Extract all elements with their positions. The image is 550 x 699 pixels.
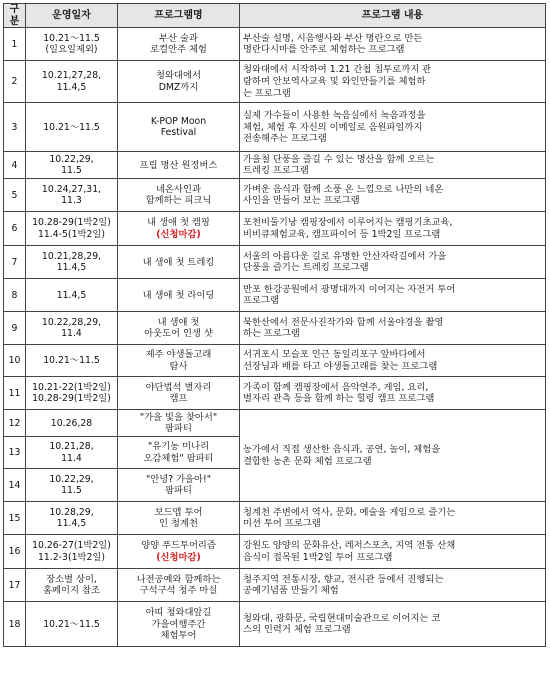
table-row	[4, 61, 546, 103]
description-line: 강원도 양양의 문화유산, 레저스포츠, 지역 전통 산채	[243, 540, 456, 552]
row-number: 9	[4, 312, 26, 345]
operating-dates	[26, 152, 118, 179]
program-name	[118, 469, 240, 502]
program-description	[240, 535, 546, 569]
operating-dates	[26, 469, 118, 502]
program-name-line: 아띠 청와대앞길	[145, 606, 212, 618]
date-line: 11.4,5	[56, 81, 87, 93]
row-number: 10	[4, 345, 26, 377]
row-number: 12	[4, 410, 26, 437]
date-line: 11.4	[61, 452, 82, 464]
program-name-line: 팜파티	[165, 423, 192, 435]
description-line: 선장님과 배를 타고 야생돌고래를 찾는 프로그램	[243, 360, 438, 372]
row-number: 18	[4, 602, 26, 647]
program-name-line: 체험투어	[160, 630, 197, 642]
table-row	[4, 312, 546, 345]
program-name	[118, 535, 240, 569]
date-line: 11.2-3(1박2일)	[37, 551, 105, 563]
program-name	[118, 246, 240, 279]
operating-dates	[26, 437, 118, 469]
date-line: 10.21～11.5	[43, 355, 100, 367]
row-number: 2	[4, 61, 26, 103]
description-line: 부산술 설명, 시음행사와 부산 명란으로 만든	[243, 32, 423, 44]
operating-dates	[26, 28, 118, 61]
description-line: 트레킹 프로그램	[243, 165, 309, 177]
program-description	[240, 179, 546, 212]
date-line: 11.3	[61, 195, 82, 207]
program-name-line: 부산 술과	[159, 32, 198, 44]
row-number: 14	[4, 469, 26, 502]
table-row	[4, 179, 546, 212]
operating-dates	[26, 212, 118, 246]
program-name-line: K-POP Moon	[150, 115, 207, 127]
description-line: 사인을 만들어 보는 프로그램	[243, 195, 360, 207]
operating-dates	[26, 61, 118, 103]
description-line: 포천비둘기낭 캠핑장에서 이루어지는 캠핑기초교육,	[243, 217, 453, 229]
date-line: 11.4,5	[56, 262, 87, 274]
registration-closed-badge: (신청마감)	[156, 228, 201, 240]
table-row	[4, 377, 546, 410]
row-number: 3	[4, 103, 26, 152]
date-line: 10.21～11.5	[43, 32, 100, 44]
date-line: 11.4	[61, 328, 82, 340]
description-line: 가벼운 음식과 함께 소풍 온 느낌으로 나만의 네온	[243, 183, 444, 195]
description-line: 공예기념품 만들기 체험	[243, 585, 339, 597]
operating-dates	[26, 345, 118, 377]
operating-dates	[26, 103, 118, 152]
program-name-line: 팜파티	[165, 485, 192, 497]
program-name-line: 내 생애 첫 트레킹	[142, 256, 215, 268]
date-line: 10.21-22(1박2일)	[32, 381, 111, 393]
program-name	[118, 212, 240, 246]
row-number: 16	[4, 535, 26, 569]
date-line: 11.4,5	[56, 289, 87, 301]
description-line: 전송해주는 프로그램	[243, 133, 327, 145]
date-line: 11.4-5(1박2일)	[37, 228, 105, 240]
program-name-line: 보드맵 투어	[154, 506, 203, 518]
program-name-line: 네온사인과	[156, 183, 201, 195]
program-name-line: 내 생애 첫 캠핑	[147, 217, 210, 229]
program-description	[240, 103, 546, 152]
date-line: 10.24,27,31,	[41, 183, 102, 195]
description-line: 체험, 체험 후 자신의 이메일로 음원파일까지	[243, 121, 423, 133]
description-line: 반포 한강공원에서 광명대까지 이어지는 자전거 투어	[243, 283, 456, 295]
description-line: 청계천 주변에서 역사, 문화, 예술을 게임으로 즐기는	[243, 506, 456, 518]
date-line: 10.28-29(1박2일)	[32, 217, 111, 229]
program-name-line: 아웃도어 인생 샷	[144, 328, 213, 340]
date-line: 10.22,29,	[49, 473, 94, 485]
header-content: 프로그램 내용	[240, 4, 546, 28]
program-name-line: 청와대에서	[156, 70, 201, 82]
operating-dates	[26, 179, 118, 212]
program-name	[118, 179, 240, 212]
table-header-row	[4, 4, 546, 28]
program-name-line: 나전공예와 함께하는	[136, 573, 221, 585]
table-row	[4, 345, 546, 377]
date-line: 10.21～11.5	[43, 618, 100, 630]
program-name-line: 탐사	[169, 360, 188, 372]
description-line: 단풍을 즐기는 트레킹 프로그램	[243, 262, 369, 274]
operating-dates	[26, 602, 118, 647]
program-name-line: 로컬안주 체험	[150, 44, 207, 56]
operating-dates	[26, 312, 118, 345]
program-name-line: 양양 푸드투어리즘	[141, 540, 216, 552]
program-name	[118, 28, 240, 61]
operating-dates	[26, 377, 118, 410]
table-row	[4, 212, 546, 246]
program-description	[240, 246, 546, 279]
program-name-line: 야단법석 별자리	[145, 381, 212, 393]
program-description	[240, 602, 546, 647]
row-number: 5	[4, 179, 26, 212]
date-line: 10.26,28	[50, 417, 93, 429]
table-row	[4, 502, 546, 535]
program-name-line: 인 청계천	[159, 518, 198, 530]
date-line: 11.5	[61, 165, 82, 177]
row-number: 4	[4, 152, 26, 179]
header-date: 운영일자	[26, 4, 118, 28]
date-line: 10.28-29(1박2일)	[32, 393, 111, 405]
description-line: 프로그램	[243, 295, 279, 307]
description-line: 비비큐체험교육, 캠프파이어 등 1박2일 프로그램	[243, 228, 441, 240]
program-name-line: 내 생애 첫 라이딩	[142, 289, 215, 301]
row-number: 8	[4, 279, 26, 312]
date-line: 10.21,28,29,	[41, 250, 102, 262]
description-line: 음식이 접목된 1박2일 투어 프로그램	[243, 551, 393, 563]
program-name-line: 구석구석 청주 마실	[139, 585, 218, 597]
date-line: 11.4,5	[56, 518, 87, 530]
date-line: 10.21～11.5	[43, 121, 100, 133]
program-name-line: 오감체험" 팜파티	[143, 452, 214, 464]
row-number: 15	[4, 502, 26, 535]
date-line: 10.26-27(1박2일)	[32, 540, 111, 552]
program-name	[118, 103, 240, 152]
program-name	[118, 410, 240, 437]
operating-dates	[26, 569, 118, 602]
program-name	[118, 312, 240, 345]
program-name-line: 제주 야생돌고래	[145, 349, 212, 361]
row-number: 1	[4, 28, 26, 61]
registration-closed-badge: (신청마감)	[156, 551, 201, 563]
header-no: 구분	[4, 4, 26, 28]
table-row	[4, 246, 546, 279]
row-number: 17	[4, 569, 26, 602]
table-row	[4, 28, 546, 61]
description-line: 실제 가수들이 사용한 녹음실에서 녹음과정을	[243, 109, 426, 121]
description-line: 결합한 농촌 문화 체험 프로그램	[243, 455, 372, 467]
table-row	[4, 279, 546, 312]
date-line: 10.21,28,	[49, 441, 94, 453]
program-description	[240, 410, 546, 502]
table-row	[4, 103, 546, 152]
program-name-line: 가을여행주간	[151, 618, 206, 630]
row-number: 11	[4, 377, 26, 410]
description-line: 별자리 관측 등을 함께 하는 힐링 캠프 프로그램	[243, 393, 435, 405]
program-description	[240, 312, 546, 345]
program-name	[118, 502, 240, 535]
date-line: 10.22,29,	[49, 153, 94, 165]
date-line: (일요일제외)	[45, 44, 98, 56]
description-line: 농가에서 직접 생산한 음식과, 공연, 놀이, 체험을	[243, 444, 441, 456]
program-description	[240, 502, 546, 535]
description-line: 청와대, 광화문, 국립현대미술관으로 이어지는 코	[243, 612, 441, 624]
operating-dates	[26, 535, 118, 569]
description-line: 명란다시마를 안주로 체험하는 프로그램	[243, 44, 405, 56]
date-line: 홈페이지 참조	[43, 585, 100, 597]
operating-dates	[26, 502, 118, 535]
program-name	[118, 602, 240, 647]
description-line: 가을철 단풍을 즐길 수 있는 명산을 함께 오르는	[243, 153, 435, 165]
description-line: 청주지역 전통시장, 향교, 전시관 등에서 진행되는	[243, 573, 444, 585]
row-number: 6	[4, 212, 26, 246]
program-description	[240, 279, 546, 312]
program-name-line: "가을 빛을 찾아서"	[139, 411, 218, 423]
date-line: 10.22,28,29,	[41, 316, 102, 328]
table-row	[4, 152, 546, 179]
header-program: 프로그램명	[118, 4, 240, 28]
program-name	[118, 569, 240, 602]
program-name	[118, 437, 240, 469]
table-row	[4, 535, 546, 569]
program-description	[240, 377, 546, 410]
program-table-container	[3, 3, 545, 647]
program-name	[118, 152, 240, 179]
date-line: 11.5	[61, 485, 82, 497]
program-description	[240, 569, 546, 602]
program-name-line: 캠프	[169, 393, 188, 405]
description-line: 서울의 아름다운 길로 유명한 안산자락길에서 가을	[243, 250, 447, 262]
description-line: 가족이 함께 캠핑장에서 음악연주, 게임, 요리,	[243, 381, 429, 393]
program-name-line: "안녕? 가을아!"	[145, 473, 212, 485]
program-name	[118, 61, 240, 103]
description-line: 미션 투어 프로그램	[243, 518, 321, 530]
table-row	[4, 569, 546, 602]
operating-dates	[26, 246, 118, 279]
table-row	[4, 602, 546, 647]
program-name	[118, 279, 240, 312]
program-name-line: Festival	[160, 127, 197, 139]
program-name	[118, 377, 240, 410]
description-line: 스의 인력거 체험 프로그램	[243, 624, 351, 636]
program-description	[240, 212, 546, 246]
date-line: 장소별 상이,	[46, 573, 97, 585]
program-description	[240, 28, 546, 61]
program-description	[240, 345, 546, 377]
table-row	[4, 410, 546, 437]
description-line: 청와대에서 시작하여 1.21 간첩 침투로까지 관	[243, 64, 432, 76]
description-line: 서귀포시 모슬포 인근 동일리포구 앞바다에서	[243, 349, 426, 361]
description-line: 람하며 안보역사교육 및 와인만들기를 체험하	[243, 76, 426, 88]
program-name-line: DMZ까지	[158, 81, 199, 93]
program-name	[118, 345, 240, 377]
program-name-line: "유기농 미나리	[147, 441, 210, 453]
date-line: 10.21,27,28,	[41, 70, 102, 82]
operating-dates	[26, 279, 118, 312]
description-line: 하는 프로그램	[243, 328, 300, 340]
table-body	[4, 28, 546, 647]
program-table	[3, 3, 546, 647]
row-number: 7	[4, 246, 26, 279]
description-line: 북한산에서 전문사진작가와 함께 서울야경을 촬영	[243, 316, 444, 328]
program-description	[240, 61, 546, 103]
description-line: 는 프로그램	[243, 87, 291, 99]
program-description	[240, 152, 546, 179]
program-name-line: 프립 명산 원정버스	[139, 159, 218, 171]
program-name-line: 함께하는 피크닉	[145, 195, 212, 207]
operating-dates	[26, 410, 118, 437]
date-line: 10.28,29,	[49, 506, 94, 518]
row-number: 13	[4, 437, 26, 469]
program-name-line: 내 생애 첫	[157, 316, 200, 328]
